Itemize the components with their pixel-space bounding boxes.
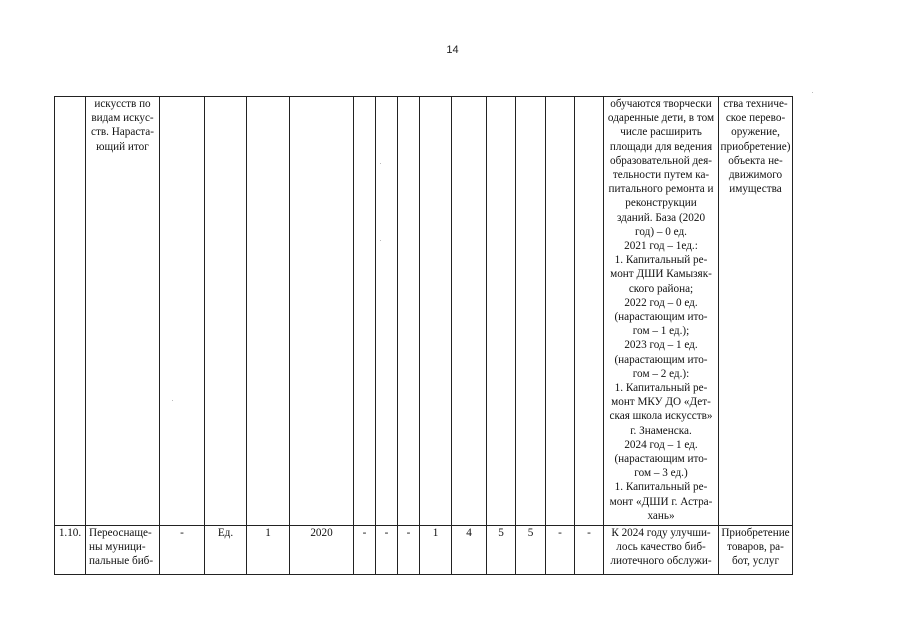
- cell-empty: [452, 97, 487, 526]
- cell-indicator: Переоснаще- ны муници- пальные биб-: [86, 526, 160, 575]
- cell-empty: [398, 97, 420, 526]
- table-row-1-10: [55, 526, 793, 575]
- cell-empty: [376, 97, 398, 526]
- cell-empty: [575, 97, 604, 526]
- scan-speck: [380, 163, 381, 164]
- cell-empty: [546, 97, 575, 526]
- table-row-continued: [55, 97, 793, 526]
- scan-speck: [172, 400, 173, 401]
- page-number: 14: [446, 44, 459, 56]
- cell-value: -: [376, 526, 398, 575]
- cell-base-value: 1: [247, 526, 290, 575]
- cell-result: К 2024 году улучши- лось качество биб- лиотечного обслужи-: [604, 526, 719, 575]
- cell-value: -: [354, 526, 376, 575]
- cell-empty: [420, 97, 452, 526]
- cell-num: [55, 97, 86, 526]
- cell-empty: [354, 97, 376, 526]
- cell-indicator: искусств по видам искус- ств. Нараста- ющий итог: [86, 97, 160, 526]
- cell-empty: [205, 97, 247, 526]
- cell-empty: [160, 97, 205, 526]
- cell-empty: [290, 97, 354, 526]
- cell-value: -: [575, 526, 604, 575]
- cell-empty: [247, 97, 290, 526]
- cell-empty: [487, 97, 516, 526]
- cell-type: Приобретение товаров, ра- бот, услуг: [719, 526, 793, 575]
- cell-value: 1: [420, 526, 452, 575]
- indicators-table: [54, 96, 793, 575]
- scan-speck: [812, 92, 813, 93]
- cell-unit: Ед.: [205, 526, 247, 575]
- cell-value: -: [398, 526, 420, 575]
- cell-result: обучаются творчески одаренные дети, в том числе расширить площади для ведения образовательной дея- тельности путем ка- питального ремонта и реконструкции зданий. База (2020 год) – 0 ед. 2021 год – 1ед.: 1. Капитальный ре- монт ДШИ Камызяк- ского района; 2022 год – 0 ед. (нарастающим ито- гом – 1 ед.); 2023 год – 1 ед. (нарастающим ито- гом – 2 ед.): 1. Капитальный ре- монт МКУ ДО «Дет- ская школа искусств» г. Знаменска. 2024 год – 1 ед. (нарастающим ито- гом – 3 ед.) 1. Капитальный ре- монт «ДШИ г. Астра- хань»: [604, 97, 719, 526]
- cell-num: 1.10.: [55, 526, 86, 575]
- cell-value: -: [546, 526, 575, 575]
- cell-type: ства техниче- ское перево- оружение, приобретение) объекта не- движимого имущества: [719, 97, 793, 526]
- cell-value: 4: [452, 526, 487, 575]
- cell-value: 5: [516, 526, 546, 575]
- cell-base-year: 2020: [290, 526, 354, 575]
- scan-speck: [380, 240, 381, 241]
- cell-empty: [516, 97, 546, 526]
- cell-value: 5: [487, 526, 516, 575]
- cell-dash: -: [160, 526, 205, 575]
